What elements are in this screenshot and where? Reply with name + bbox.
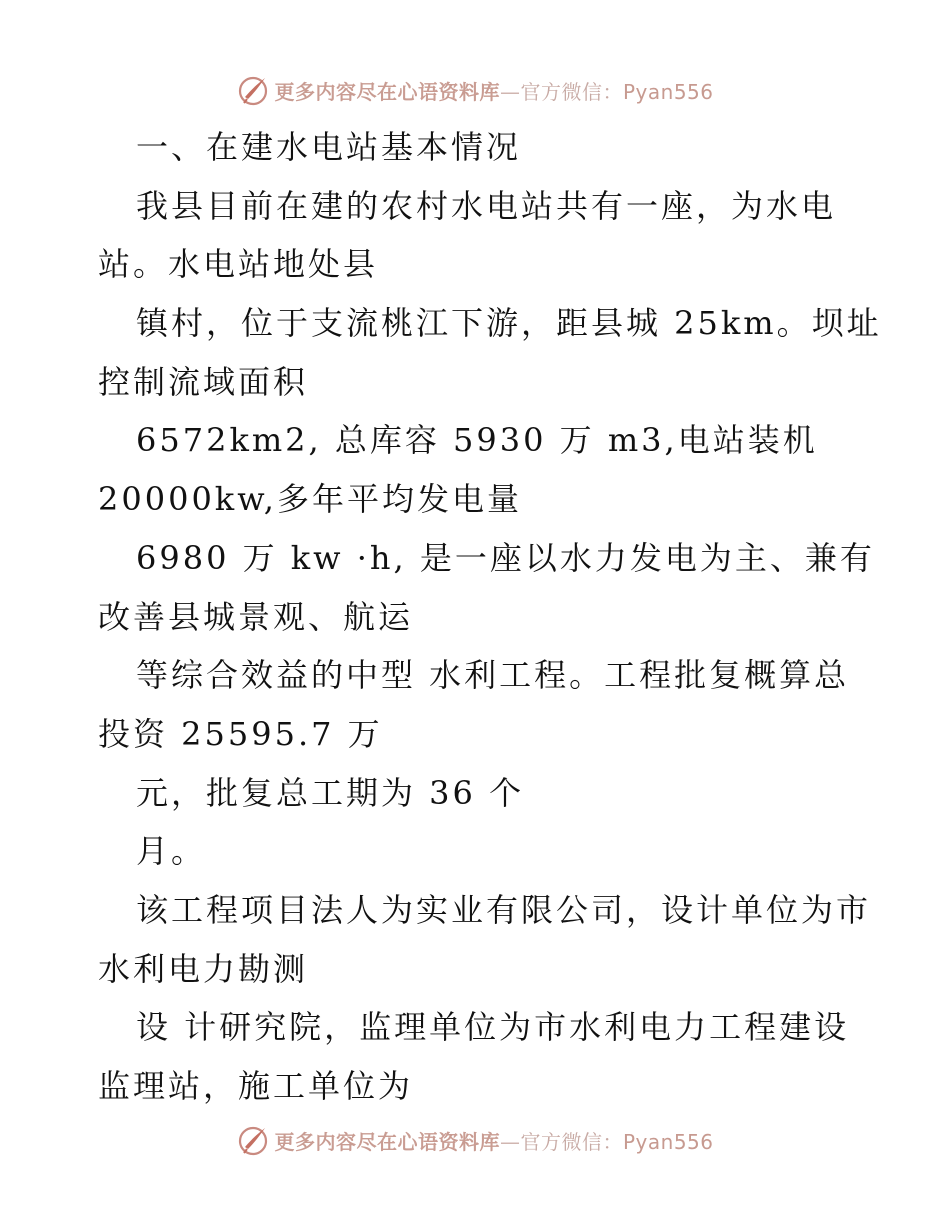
body-line: 投资 25595.7 万 xyxy=(98,714,383,753)
body-line: 我县目前在建的农村水电站共有一座，为水电 xyxy=(136,186,837,225)
body-line: 该工程项目法人为实业有限公司，设计单位为市 xyxy=(136,890,872,929)
document-body xyxy=(98,118,882,1116)
body-line: 月。 xyxy=(136,832,207,871)
body-line: 等综合效益的中型 水利工程。工程批复概算总 xyxy=(136,656,850,695)
body-line: 6980 万 kw ·h, 是一座以水力发电为主、兼有 xyxy=(136,538,875,577)
watermark-wechat-id: Pyan556 xyxy=(622,79,714,104)
body-line: 站。水电站地处县 xyxy=(98,245,379,284)
watermark-site-text: 更多内容尽在心语资料库 xyxy=(274,1129,500,1154)
quill-logo-icon xyxy=(236,1123,270,1157)
body-line: 元，批复总工期为 36 个 xyxy=(136,773,525,812)
body-line: 监理站，施工单位为 xyxy=(98,1067,414,1105)
watermark-wechat-id: Pyan556 xyxy=(622,1129,714,1154)
body-line: 水利电力勘测 xyxy=(98,949,309,988)
footer-watermark xyxy=(0,1120,950,1160)
header-watermark xyxy=(0,70,950,110)
watermark-dash: — xyxy=(499,79,521,104)
watermark-dash: — xyxy=(499,1129,521,1154)
body-line: 改善县城景观、航运 xyxy=(98,597,414,636)
quill-logo-icon xyxy=(236,73,270,107)
section-heading: 一、在建水电站基本情况 xyxy=(136,128,522,166)
watermark-wechat-label: 官方微信： xyxy=(520,1129,623,1154)
body-line: 控制流域面积 xyxy=(98,362,309,401)
watermark-site-text: 更多内容尽在心语资料库 xyxy=(274,79,500,104)
body-line: 镇村，位于支流桃江下游，距县城 25km。坝址 xyxy=(136,304,882,343)
body-line: 设 计研究院，监理单位为市水利电力工程建设 xyxy=(136,1008,850,1047)
body-line: 6572km2, 总库容 5930 万 m3,电站装机 xyxy=(136,421,818,460)
body-line: 20000kw,多年平均发电量 xyxy=(98,480,522,519)
watermark-wechat-label: 官方微信： xyxy=(520,79,623,104)
